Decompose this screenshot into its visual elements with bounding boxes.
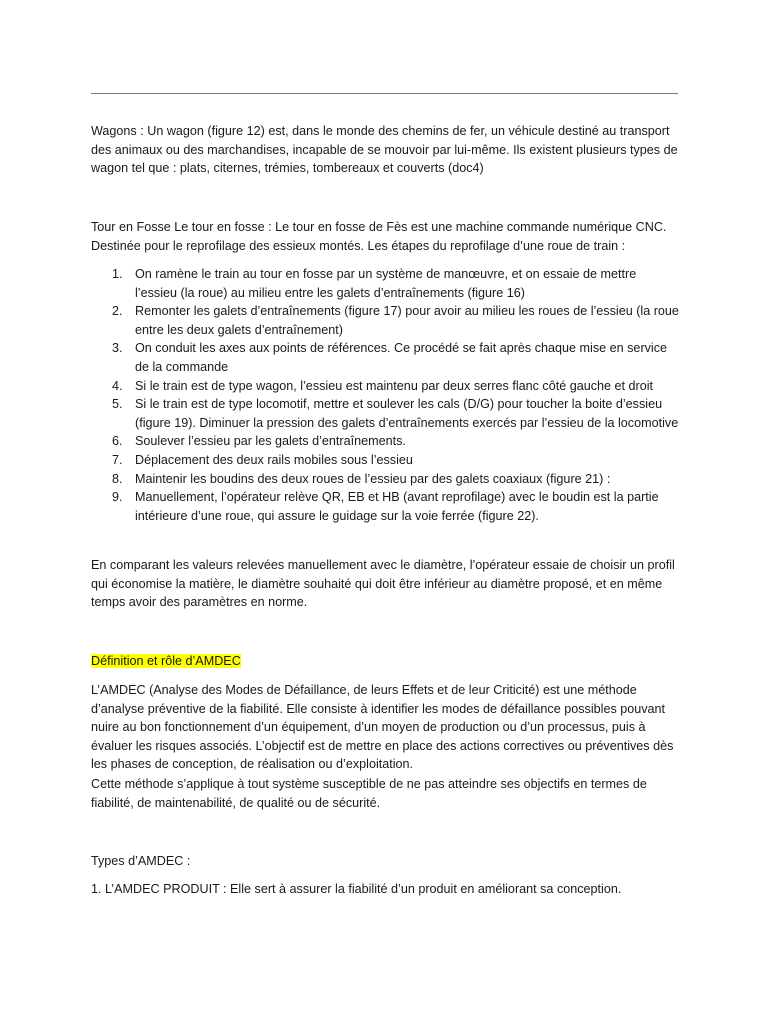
list-item-number: 9. [112, 490, 123, 505]
list-item [91, 432, 681, 451]
list-item [91, 377, 681, 396]
list-item-number: 3. [112, 341, 123, 356]
list-item-text: Remonter les galets d’entraînements (figure 17) pour avoir au milieu les roues de l’essieu (la roue entre les deux galets d’entraînement) [135, 304, 679, 337]
list-item-text: Maintenir les boudins des deux roues de l’essieu par des galets coaxiaux (figure 21) : [135, 471, 611, 486]
list-item-text: Si le train est de type locomotif, mettre et soulever les cals (D/G) pour toucher la boite d’essieu (figure 19). Diminuer la pression des galets d’entraînements exercés par l’essieu de la locomotive [135, 397, 679, 430]
wagons-paragraph: Wagons : Un wagon (figure 12) est, dans le monde des chemins de fer, un véhicule destiné au transport des animaux ou des marchandises, incapable de se mouvoir par lui-même. Ils existent plusieurs types de wagon tel que : plats, citernes, trémies, tombereaux et couverts (doc4) [91, 124, 678, 176]
types-item-product: 1. L’AMDEC PRODUIT : Elle sert à assurer la fiabilité d’un produit en améliorant sa conception. [91, 882, 622, 896]
amdec-definition-paragraph: L’AMDEC (Analyse des Modes de Défaillance, de leurs Effets et de leur Criticité) est une méthode d’analyse préventive de la fiabilité. Elle consiste à identifier les modes de défaillance possibles pouvant nuire au bon fonctionnement d’un équipement, d’un moyen de production ou d’un processus, puis à évaluer les risques associés. L’objectif est de mettre en place des actions correctives ou préventives dès les phases de conception, de réalisation ou d’exploitation. [91, 683, 674, 772]
amdec-heading-highlight: Définition et rôle d’AMDEC [91, 654, 241, 668]
list-item-number: 8. [112, 471, 123, 486]
list-item-number: 4. [112, 378, 123, 393]
amdec-heading [91, 652, 681, 671]
list-item-number: 5. [112, 397, 123, 412]
list-item [91, 451, 681, 470]
list-item-text: Manuellement, l’opérateur relève QR, EB et HB (avant reprofilage) avec le boudin est la partie intérieure d’une roue, qui assure le guidage sur la voie ferrée (figure 22). [135, 490, 659, 523]
list-item-text: On ramène le train au tour en fosse par un système de manœuvre, et on essaie de mettre l’essieu (la roue) au milieu entre les galets d’entraînements (figure 16) [135, 267, 637, 300]
list-item-number: 6. [112, 434, 123, 449]
list-item-text: Soulever l’essieu par les galets d’entraînements. [135, 434, 406, 449]
list-item [91, 265, 681, 302]
list-item-text: On conduit les axes aux points de références. Ce procédé se fait après chaque mise en service de la commande [135, 341, 668, 374]
list-item [91, 488, 681, 525]
tour-paragraph: Tour en Fosse Le tour en fosse : Le tour en fosse de Fès est une machine commande numérique CNC. Destinée pour le reprofilage des essieux montés. Les étapes du reprofilage d’une roue de train : [91, 220, 667, 253]
list-item [91, 302, 681, 339]
list-item-text: Déplacement des deux rails mobiles sous l’essieu [135, 452, 413, 467]
list-item [91, 395, 681, 432]
list-item [91, 339, 681, 376]
list-item-text: Si le train est de type wagon, l’essieu est maintenu par deux serres flanc côté gauche et droit [135, 378, 654, 393]
list-item [91, 470, 681, 489]
reprofiling-steps-list [91, 265, 681, 525]
header-rule [91, 93, 678, 94]
comparison-paragraph: En comparant les valeurs relevées manuellement avec le diamètre, l’opérateur essaie de choisir un profil qui économise la matière, le diamètre souhaité qui doit être inférieur au diamètre proposé, et en même temps avoir des paramètres en norme. [91, 558, 675, 610]
list-item-number: 7. [112, 452, 123, 467]
amdec-scope-paragraph: Cette méthode s’applique à tout système susceptible de ne pas atteindre ses objectifs en termes de fiabilité, de maintenabilité, de qualité ou de sécurité. [91, 777, 647, 810]
list-item-number: 2. [112, 304, 123, 319]
types-heading: Types d’AMDEC : [91, 854, 191, 868]
list-item-number: 1. [112, 267, 123, 281]
